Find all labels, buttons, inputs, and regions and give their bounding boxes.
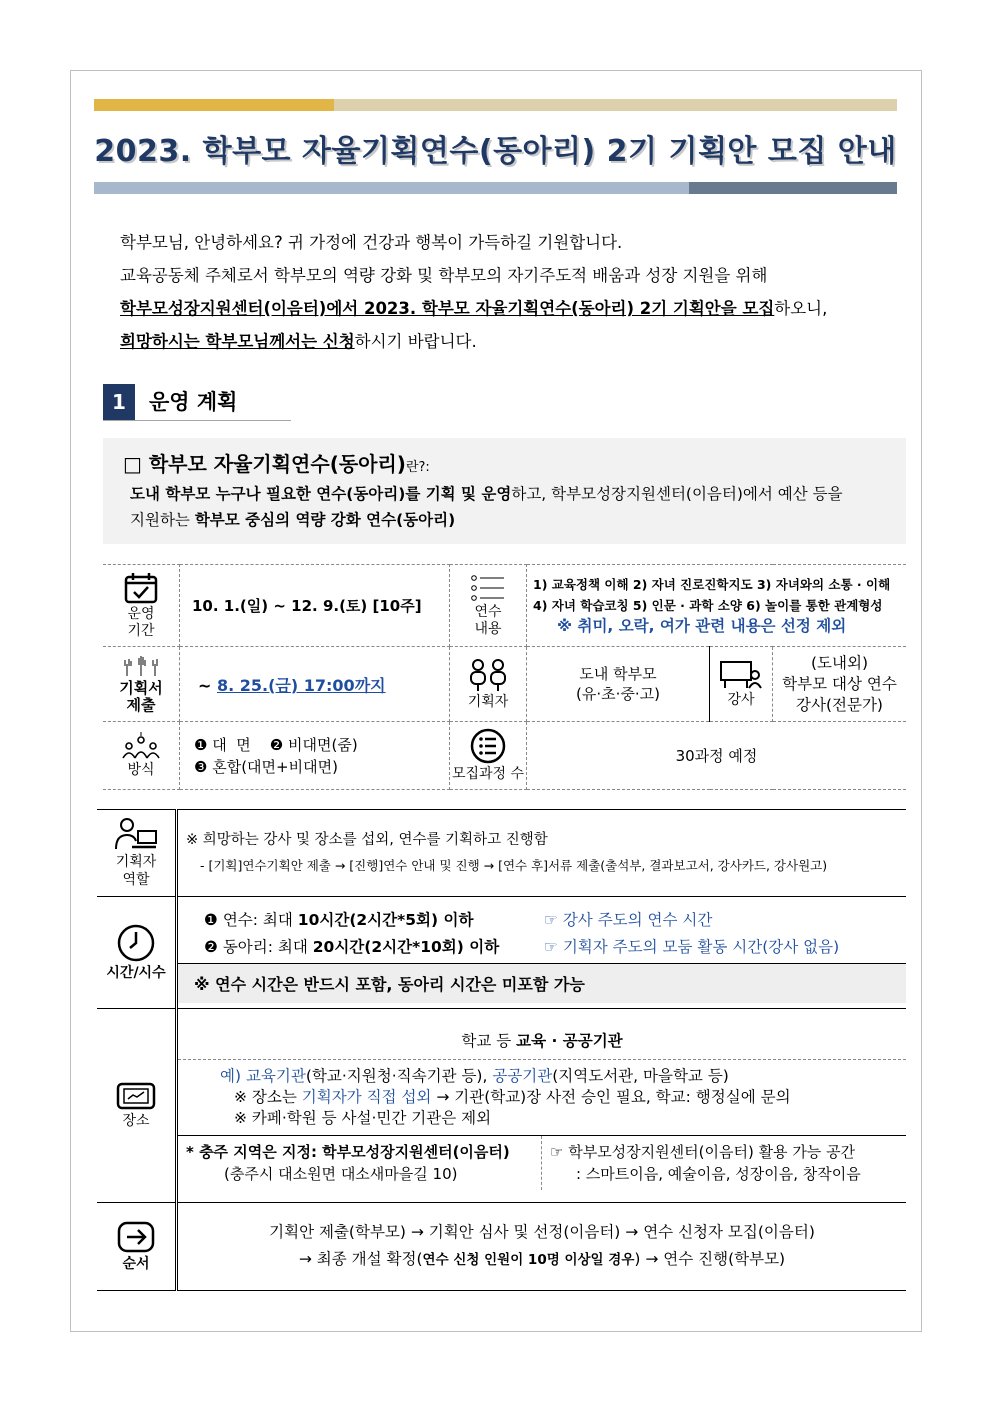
method-line: ❶ 대 면 ❷ 비대면(줌)	[194, 735, 358, 754]
intro-paragraph	[120, 226, 890, 358]
role-cell	[97, 810, 177, 897]
lecturer-value: (도내외) 학부모 대상 연수 강사(전문가)	[773, 647, 907, 722]
calendar-icon	[123, 572, 159, 604]
intro-line	[120, 325, 890, 358]
intro-line: 교육공동체 주체로서 학부모의 역량 강화 및 학부모의 자기주도적 배움과 성장 지원을 위해	[120, 266, 768, 285]
place-blue: 기획자가 직접 섭외	[301, 1088, 432, 1106]
place-note-line	[220, 1087, 906, 1108]
time-label: 시간/시수	[106, 964, 166, 981]
definition-pre: 지원하는	[130, 511, 195, 529]
content-note: ※ 취미, 오락, 여가 관련 내용은 선정 제외	[557, 617, 847, 635]
place-value	[177, 1009, 907, 1203]
definition-box	[103, 438, 906, 544]
time-text: ❷ 동아리: 최대	[204, 937, 313, 956]
content-cell	[450, 565, 527, 647]
definition-bold: 도내 학부모 누구나 필요한 연수(동아리)를 기획 및 운영	[130, 485, 512, 503]
courses-label: 모집과정 수	[451, 766, 525, 782]
submit-cell	[103, 647, 180, 722]
document-title: 2023. 학부모 자율기획연수(동아리) 2기 기획안 모집 안내	[94, 134, 897, 169]
place-blue: 공공기관	[492, 1067, 553, 1085]
planner-value: 도내 학부모 (유·초·중·고)	[527, 647, 710, 722]
order-value	[177, 1203, 907, 1291]
time-note: ☞ 기획자 주도의 모둠 활동 시간(강사 없음)	[544, 937, 840, 956]
place-text: → 기관(학교)장 사전 승인 필요, 학교: 행정실에 문의	[431, 1088, 791, 1106]
lecturer-cell	[710, 647, 773, 722]
place-chungju-title: * 충주 지역은 지정: 학부모성장지원센터(이음터)	[186, 1143, 510, 1161]
section-number: 1	[103, 384, 135, 420]
bottom-bar-steel	[94, 182, 689, 194]
period-cell	[103, 565, 180, 647]
planner-label: 기획자	[467, 693, 509, 710]
lecturer-board-icon	[719, 660, 763, 690]
order-text: ) → 연수 진행(학부모)	[634, 1250, 786, 1268]
submit-value-cell	[180, 647, 450, 722]
place-space-line: ☞ 학부모성장지원센터(이음터) 활용 가능 공간	[550, 1143, 856, 1161]
time-line	[204, 934, 906, 961]
content-line: 1) 교육정책 이해 2) 자녀 진로진학지도 3) 자녀와의 소통 · 이해	[533, 577, 891, 592]
content-label: 연수 내용	[474, 603, 502, 637]
definition-question-suffix: 란?:	[405, 460, 430, 475]
planner-cell	[450, 647, 527, 722]
overview-table	[103, 564, 906, 790]
intro-underline: 학부모성장지원센터(이음터)에서 2023. 학부모 자율기획연수(동아리) 2기 기획안을 모집	[120, 299, 775, 318]
place-chungju-right	[542, 1136, 861, 1190]
time-text: ❶ 연수: 최대	[204, 910, 298, 929]
time-lines	[178, 903, 906, 963]
section-title: 운영 계획	[149, 390, 238, 414]
order-line	[179, 1246, 905, 1274]
list-icon	[470, 574, 506, 602]
clock-icon	[117, 924, 155, 962]
period-label: 운영 기간	[127, 605, 155, 639]
order-text: → 최종 개설 확정(	[298, 1250, 423, 1268]
time-bold: 20시간(2시간*10회) 이하	[312, 937, 500, 956]
definition-bold: 학부모 중심의 역량 강화 연수(동아리)	[194, 511, 456, 529]
time-cell	[97, 897, 177, 1009]
bottom-bar-slate	[689, 182, 897, 194]
order-label: 순서	[122, 1255, 150, 1272]
role-label: 기획자 역할	[115, 854, 157, 888]
intro-text: 하시기 바랍니다.	[354, 332, 477, 351]
order-cell	[97, 1203, 177, 1291]
place-chungju	[178, 1135, 906, 1190]
top-bar-gold	[94, 99, 334, 111]
method-cell	[103, 722, 180, 790]
place-text: 예)	[220, 1067, 246, 1085]
definition-rest: 하고, 학부모성장지원센터(이음터)에서 예산 등을	[511, 485, 843, 503]
submit-deadline: 8. 25.(금) 17:00까지	[216, 675, 386, 695]
details-table	[97, 809, 906, 1291]
place-examples	[178, 1060, 906, 1135]
top-bar-beige	[334, 99, 897, 111]
courses-cell	[450, 722, 527, 790]
place-text: (학교·지원청·직속기관 등),	[305, 1067, 493, 1085]
place-label: 장소	[122, 1112, 150, 1129]
place-blue: 교육기관	[245, 1067, 306, 1085]
section-header	[103, 384, 291, 421]
courses-value: 30과정 예정	[527, 722, 907, 790]
intro-text: 하오니,	[774, 299, 828, 318]
place-text: (지역도서관, 마을학교 등)	[552, 1067, 729, 1085]
submit-label: 기획서 제출	[119, 679, 163, 714]
time-bold: 10시간(2시간*5회) 이하	[297, 910, 474, 929]
person-laptop-icon	[114, 817, 158, 851]
intro-line	[120, 292, 890, 325]
time-note: ☞ 강사 주도의 연수 시간	[544, 910, 713, 929]
role-value	[177, 810, 907, 897]
order-line: 기획안 제출(학부모) → 기획안 심사 및 선정(이음터) → 연수 신청자 모집(이음터)	[269, 1223, 815, 1241]
method-line: ❸ 혼합(대면+비대면)	[194, 757, 338, 776]
hands-raised-icon	[122, 654, 160, 678]
place-chungju-address: (충주시 대소원면 대소새마을길 10)	[224, 1165, 458, 1183]
place-text: ※ 장소는	[234, 1088, 302, 1106]
lecturer-label: 강사	[727, 691, 755, 708]
definition-question-main: □ 학부모 자율기획연수(동아리)	[123, 452, 406, 476]
content-line: 4) 자녀 학습코칭 5) 인문 · 과학 소양 6) 놀이를 통한 관계형성	[533, 598, 883, 613]
definition-text	[123, 481, 886, 533]
arrow-right-box-icon	[117, 1221, 155, 1253]
period-value: 10. 1.(일) ~ 12. 9.(토) [10주]	[180, 565, 450, 647]
role-line: - [기획]연수기획안 제출 → [진행]연수 안내 및 진행 → [연수 후]서류 제출(출석부, 결과보고서, 강사카드, 강사원고)	[200, 858, 828, 873]
place-head-text: 학교 등	[461, 1032, 517, 1050]
definition-question	[123, 448, 886, 477]
place-cell	[97, 1009, 177, 1203]
intro-line: 학부모님, 안녕하세요? 귀 가정에 건강과 행복이 가득하길 기원합니다.	[120, 233, 623, 252]
people-icon	[466, 658, 510, 692]
time-value	[177, 897, 907, 1009]
content-value	[527, 565, 907, 647]
intro-underline: 희망하시는 학부모님께서는 신청	[120, 332, 355, 351]
group-meeting-icon	[121, 732, 161, 760]
monitor-chart-icon	[116, 1082, 156, 1110]
place-chungju-left	[178, 1136, 542, 1190]
place-head-bold: 교육 · 공공기관	[516, 1032, 623, 1050]
place-note-line: ※ 카페·학원 등 사설·민간 기관은 제외	[234, 1109, 492, 1127]
place-example-line	[220, 1066, 906, 1087]
time-line	[204, 907, 906, 934]
time-notice: ※ 연수 시간은 반드시 포함, 동아리 시간은 미포함 가능	[178, 963, 906, 1003]
bullet-list-circle-icon	[470, 728, 506, 764]
method-label: 방식	[127, 762, 155, 778]
place-head	[178, 1021, 906, 1060]
submit-prefix: ~	[198, 675, 217, 695]
place-space-line: : 스마트이음, 예술이음, 성장이음, 창작이음	[576, 1165, 861, 1183]
order-bold: 연수 신청 인원이 10명 이상일 경우	[422, 1252, 635, 1268]
method-value	[180, 722, 450, 790]
role-line: ※ 희망하는 강사 및 장소를 섭외, 연수를 기획하고 진행함	[186, 832, 548, 848]
